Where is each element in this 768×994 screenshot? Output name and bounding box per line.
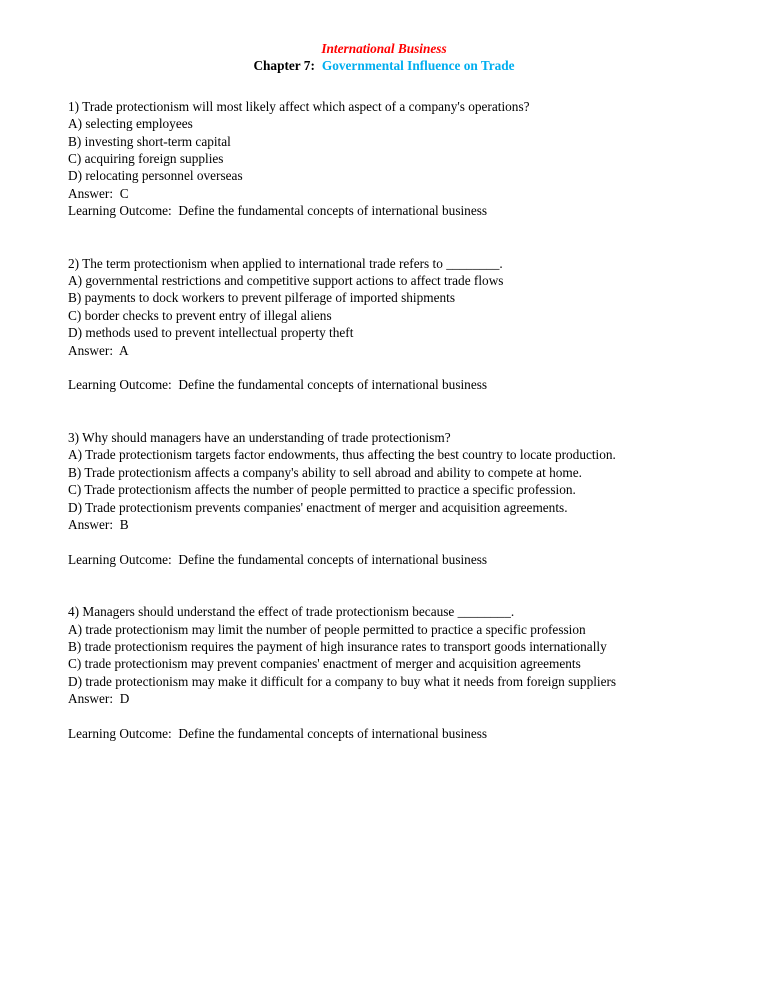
option-a: A) selecting employees xyxy=(68,116,193,132)
question-text: 2) The term protectionism when applied to international trade refers to ________. xyxy=(68,255,503,271)
question-block-3 xyxy=(68,429,748,568)
question-block-2 xyxy=(68,255,748,394)
option-a: A) Trade protectionism targets factor endowments, thus affecting the best country to locate production. xyxy=(68,447,616,463)
option-b: B) Trade protectionism affects a company's ability to sell abroad and ability to compete at home. xyxy=(68,464,582,480)
option-c: C) border checks to prevent entry of illegal aliens xyxy=(68,307,332,323)
question-block-1 xyxy=(68,98,748,220)
option-d: D) methods used to prevent intellectual property theft xyxy=(68,325,354,341)
document-header xyxy=(68,40,700,75)
option-a: A) trade protectionism may limit the number of people permitted to practice a specific profession xyxy=(68,621,586,637)
option-b: B) investing short-term capital xyxy=(68,133,231,149)
learning-outcome: Learning Outcome: Define the fundamental concepts of international business xyxy=(68,725,488,741)
option-d: D) trade protectionism may make it difficult for a company to buy what it needs from foreign suppliers xyxy=(68,673,617,689)
answer-line: Answer: C xyxy=(68,185,129,201)
option-c: C) trade protectionism may prevent companies' enactment of merger and acquisition agreements xyxy=(68,656,581,672)
chapter-title: Governmental Influence on Trade xyxy=(321,58,515,74)
question-text: 4) Managers should understand the effect of trade protectionism because ________. xyxy=(68,604,515,620)
option-d: D) Trade protectionism prevents companies' enactment of merger and acquisition agreements. xyxy=(68,499,568,515)
answer-line: Answer: B xyxy=(68,516,129,532)
option-a: A) governmental restrictions and competitive support actions to affect trade flows xyxy=(68,273,504,289)
chapter-heading xyxy=(68,57,700,74)
option-d: D) relocating personnel overseas xyxy=(68,168,243,184)
learning-outcome: Learning Outcome: Define the fundamental concepts of international business xyxy=(68,551,488,567)
question-text: 3) Why should managers have an understanding of trade protectionism? xyxy=(68,429,451,445)
answer-line: Answer: A xyxy=(68,342,129,358)
chapter-label: Chapter 7: xyxy=(253,58,315,74)
option-b: B) payments to dock workers to prevent pilferage of imported shipments xyxy=(68,290,455,306)
question-text: 1) Trade protectionism will most likely affect which aspect of a company's operations? xyxy=(68,98,530,114)
option-c: C) acquiring foreign supplies xyxy=(68,151,224,167)
option-c: C) Trade protectionism affects the number of people permitted to practice a specific profession. xyxy=(68,482,576,498)
option-b: B) trade protectionism requires the payment of high insurance rates to transport goods internationally xyxy=(68,638,607,654)
document-title: International Business xyxy=(321,41,447,56)
learning-outcome: Learning Outcome: Define the fundamental concepts of international business xyxy=(68,377,488,393)
answer-line: Answer: D xyxy=(68,691,130,707)
learning-outcome: Learning Outcome: Define the fundamental concepts of international business xyxy=(68,203,488,219)
question-block-4 xyxy=(68,603,748,742)
